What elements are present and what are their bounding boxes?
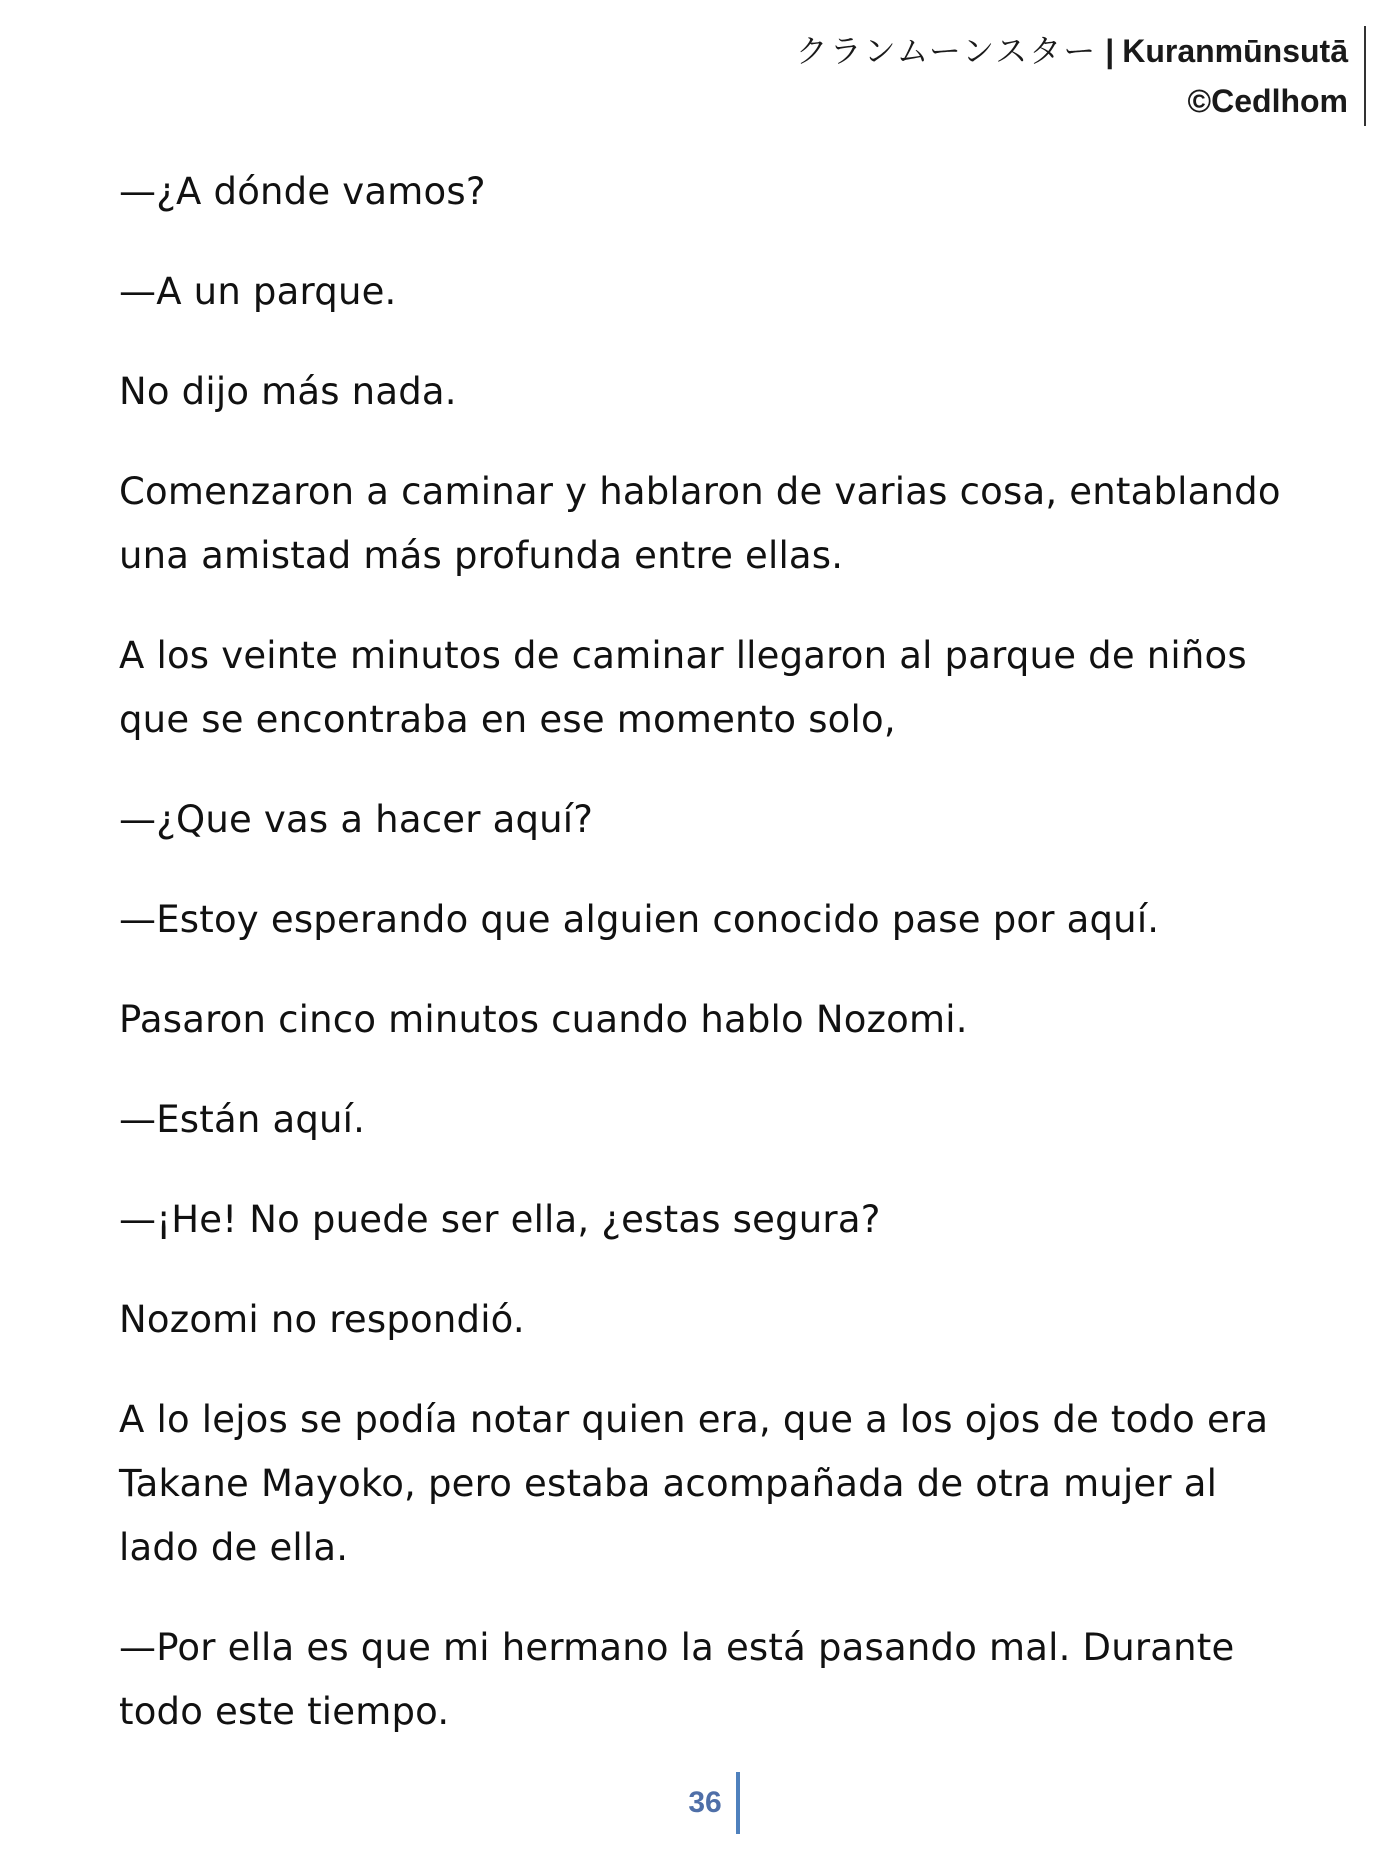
page-number-rule xyxy=(736,1772,740,1834)
paragraph: Nozomi no respondió. xyxy=(119,1298,525,1341)
page-body xyxy=(119,160,1299,1780)
header-separator: | xyxy=(1105,33,1115,69)
paragraph: —Por ella es que mi hermano la está pasando mal. Durante todo este tiempo. xyxy=(119,1626,1235,1733)
paragraph: —Están aquí. xyxy=(119,1098,366,1141)
paragraph: —¿A dónde vamos? xyxy=(119,170,486,213)
header-vertical-rule xyxy=(1364,26,1366,126)
paragraph: A los veinte minutos de caminar llegaron al parque de niños que se encontraba en ese momento solo, xyxy=(119,634,1247,741)
header-copyright: ©Cedlhom xyxy=(1187,83,1348,119)
paragraph: —Estoy esperando que alguien conocido pase por aquí. xyxy=(119,898,1160,941)
header-romaji-title: Kuranmūnsutā xyxy=(1122,33,1348,69)
paragraph: —¿Que vas a hacer aquí? xyxy=(119,798,594,841)
page-number: 36 xyxy=(688,1786,722,1819)
header-japanese-title: クランムーンスター xyxy=(795,32,1098,70)
paragraph: —A un parque. xyxy=(119,270,397,313)
paragraph: —¡He! No puede ser ella, ¿estas segura? xyxy=(119,1198,881,1241)
page-number-block xyxy=(688,1772,739,1834)
page-footer xyxy=(0,1772,1400,1834)
paragraph: Comenzaron a caminar y hablaron de varias cosa, entablando una amistad más profunda entre ellas. xyxy=(119,470,1281,577)
page-header xyxy=(796,26,1366,126)
header-text xyxy=(796,26,1364,126)
paragraph: No dijo más nada. xyxy=(119,370,457,413)
header-title-line xyxy=(796,26,1348,76)
paragraph: Pasaron cinco minutos cuando hablo Nozomi. xyxy=(119,998,968,1041)
paragraph: A lo lejos se podía notar quien era, que a los ojos de todo era Takane Mayoko, pero estaba acompañada de otra mujer al lado de ella. xyxy=(119,1398,1269,1569)
